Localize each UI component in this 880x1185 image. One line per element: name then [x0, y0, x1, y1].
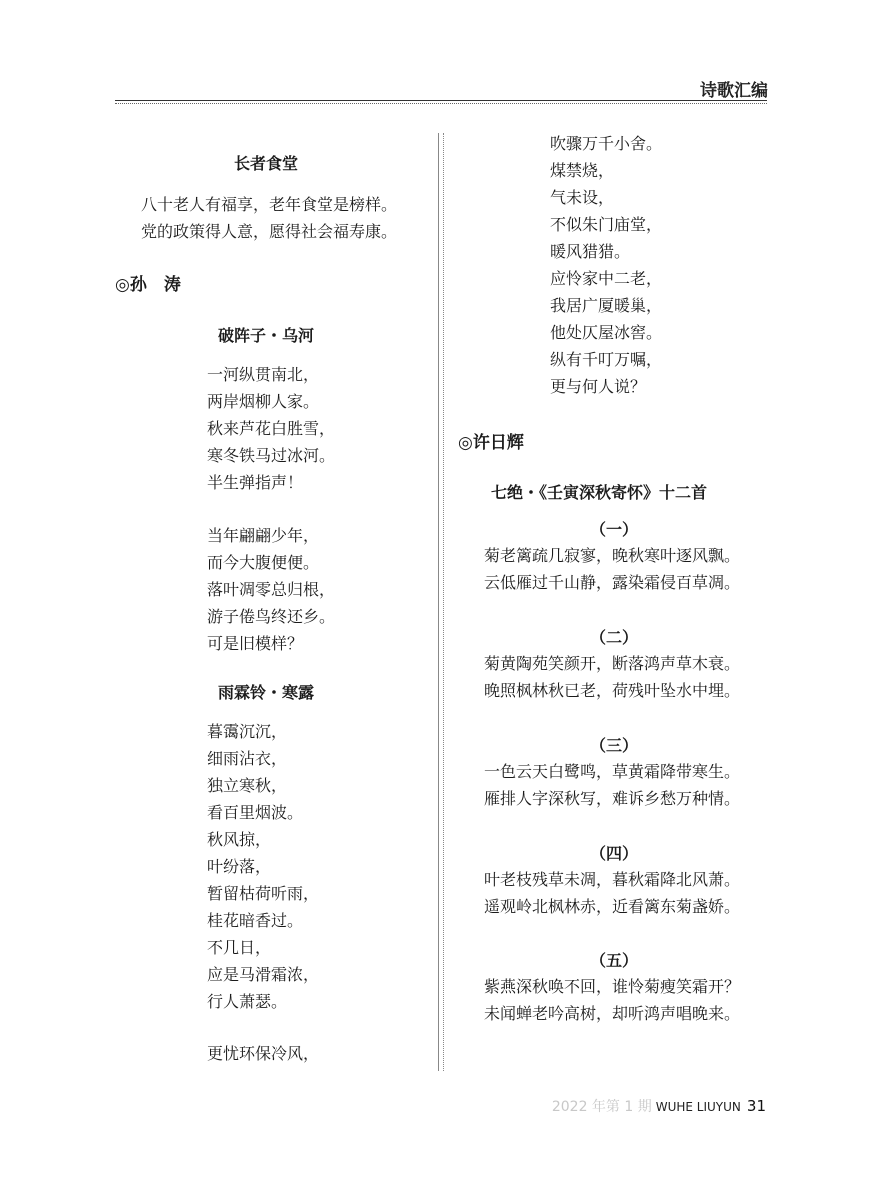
poem-line: 煤禁烧， — [550, 161, 615, 180]
poem-line: 叶纷落， — [207, 857, 272, 876]
poem-line: 遥观岭北枫林赤，近看篱东菊盏娇。 — [484, 897, 741, 916]
poem-line: 应怜家中二老， — [550, 269, 663, 288]
poem-line: 菊老篱疏几寂寥，晚秋寒叶逐风飘。 — [484, 546, 741, 565]
poem-line: 晚照枫林秋已老，荷残叶坠水中埋。 — [484, 681, 741, 700]
poem-line: 应是马滑霜浓， — [207, 965, 320, 984]
poem-line: 我居广厦暖巢， — [550, 296, 663, 315]
poem-line: 寒冬铁马过冰河。 — [207, 446, 336, 465]
stanza-continued — [550, 130, 662, 400]
section-title: 诗歌汇编 — [700, 81, 768, 101]
stanza — [207, 718, 319, 1015]
poem-line: 一色云天白鹭鸣，草黄霜降带寒生。 — [484, 762, 741, 781]
column-divider — [438, 133, 444, 1071]
poem-line: 云低雁过千山静，露染霜侵百草凋。 — [484, 573, 741, 592]
poem-line: 独立寒秋， — [207, 776, 288, 795]
author-sun-tao: ◎孙 涛 — [115, 275, 181, 295]
poem-line: 秋风掠， — [207, 830, 272, 849]
poem-line: 吹骤万千小舍。 — [550, 134, 663, 153]
poem-line: 一河纵贯南北， — [207, 365, 320, 384]
part-number: （三） — [590, 736, 639, 755]
poem-line: 八十老人有福享，老年食堂是榜样。 — [141, 195, 398, 214]
poem-line: 菊黄陶苑笑颜开，断落鸿声草木衰。 — [484, 654, 741, 673]
issue-label: 2022 年第 1 期 — [551, 1099, 652, 1115]
poem-line: 两岸烟柳人家。 — [207, 392, 320, 411]
poem-line: 暖风猎猎。 — [550, 242, 631, 261]
poem-line: 而今大腹便便。 — [207, 553, 320, 572]
poem-line: 行人萧瑟。 — [207, 992, 288, 1011]
poem-title-yulinling: 雨霖铃・寒露 — [218, 683, 315, 702]
part-number: （二） — [590, 628, 639, 647]
author-xu-rihui: ◎许日辉 — [458, 433, 524, 453]
header-rule-dotted — [115, 103, 767, 104]
poem-line: 未闻蝉老吟高树，却听鸿声唱晚来。 — [484, 1004, 741, 1023]
page-footer — [552, 1096, 766, 1116]
poem-line: 气未设， — [550, 188, 615, 207]
poem-title-qijue: 七绝・《壬寅深秋寄怀》十二首 — [491, 483, 708, 502]
poem-line: 党的政策得人意，愿得社会福寿康。 — [141, 222, 398, 241]
header-rule — [115, 100, 767, 101]
poem-line: 游子倦鸟终还乡。 — [207, 607, 336, 626]
poem-line: 看百里烟波。 — [207, 803, 304, 822]
poem-title-pozhenzi: 破阵子・乌河 — [218, 326, 315, 345]
poem-line: 纵有千叮万嘱， — [550, 350, 663, 369]
poem-line: 更忧环保冷风， — [207, 1044, 320, 1063]
poem-line: 暮霭沉沉， — [207, 722, 288, 741]
poem-line: 叶老枝残草未凋，暮秋霜降北风萧。 — [484, 870, 741, 889]
poem-line: 秋来芦花白胜雪， — [207, 419, 336, 438]
part-number: （五） — [590, 951, 639, 970]
poem-line: 他处仄屋冰窖。 — [550, 323, 663, 342]
poem-line: 不似朱门庙堂， — [550, 215, 663, 234]
poem-line: 桂花暗香过。 — [207, 911, 304, 930]
poem-line: 不几日， — [207, 938, 272, 957]
poem-line: 当年翩翩少年， — [207, 526, 320, 545]
stanza — [207, 361, 335, 496]
poem-line: 雁排人字深秋写，难诉乡愁万种情。 — [484, 789, 741, 808]
poem-line: 可是旧模样？ — [207, 634, 304, 653]
poem-title-changzhe: 长者食堂 — [234, 154, 299, 173]
part-number: （四） — [590, 844, 639, 863]
poem-line: 半生弹指声！ — [207, 473, 304, 492]
poem-line: 紫燕深秋唤不回，谁怜菊瘦笑霜开？ — [484, 977, 741, 996]
poem-line: 落叶凋零总归根， — [207, 580, 336, 599]
stanza — [207, 522, 335, 657]
part-number: （一） — [590, 520, 639, 539]
page-number: 31 — [746, 1097, 766, 1115]
poem-line: 细雨沾衣， — [207, 749, 288, 768]
poem-line: 更与何人说？ — [550, 377, 647, 396]
magazine-name: WUHE LIUYUN — [655, 1100, 741, 1114]
poem-line: 暂留枯荷听雨， — [207, 884, 320, 903]
